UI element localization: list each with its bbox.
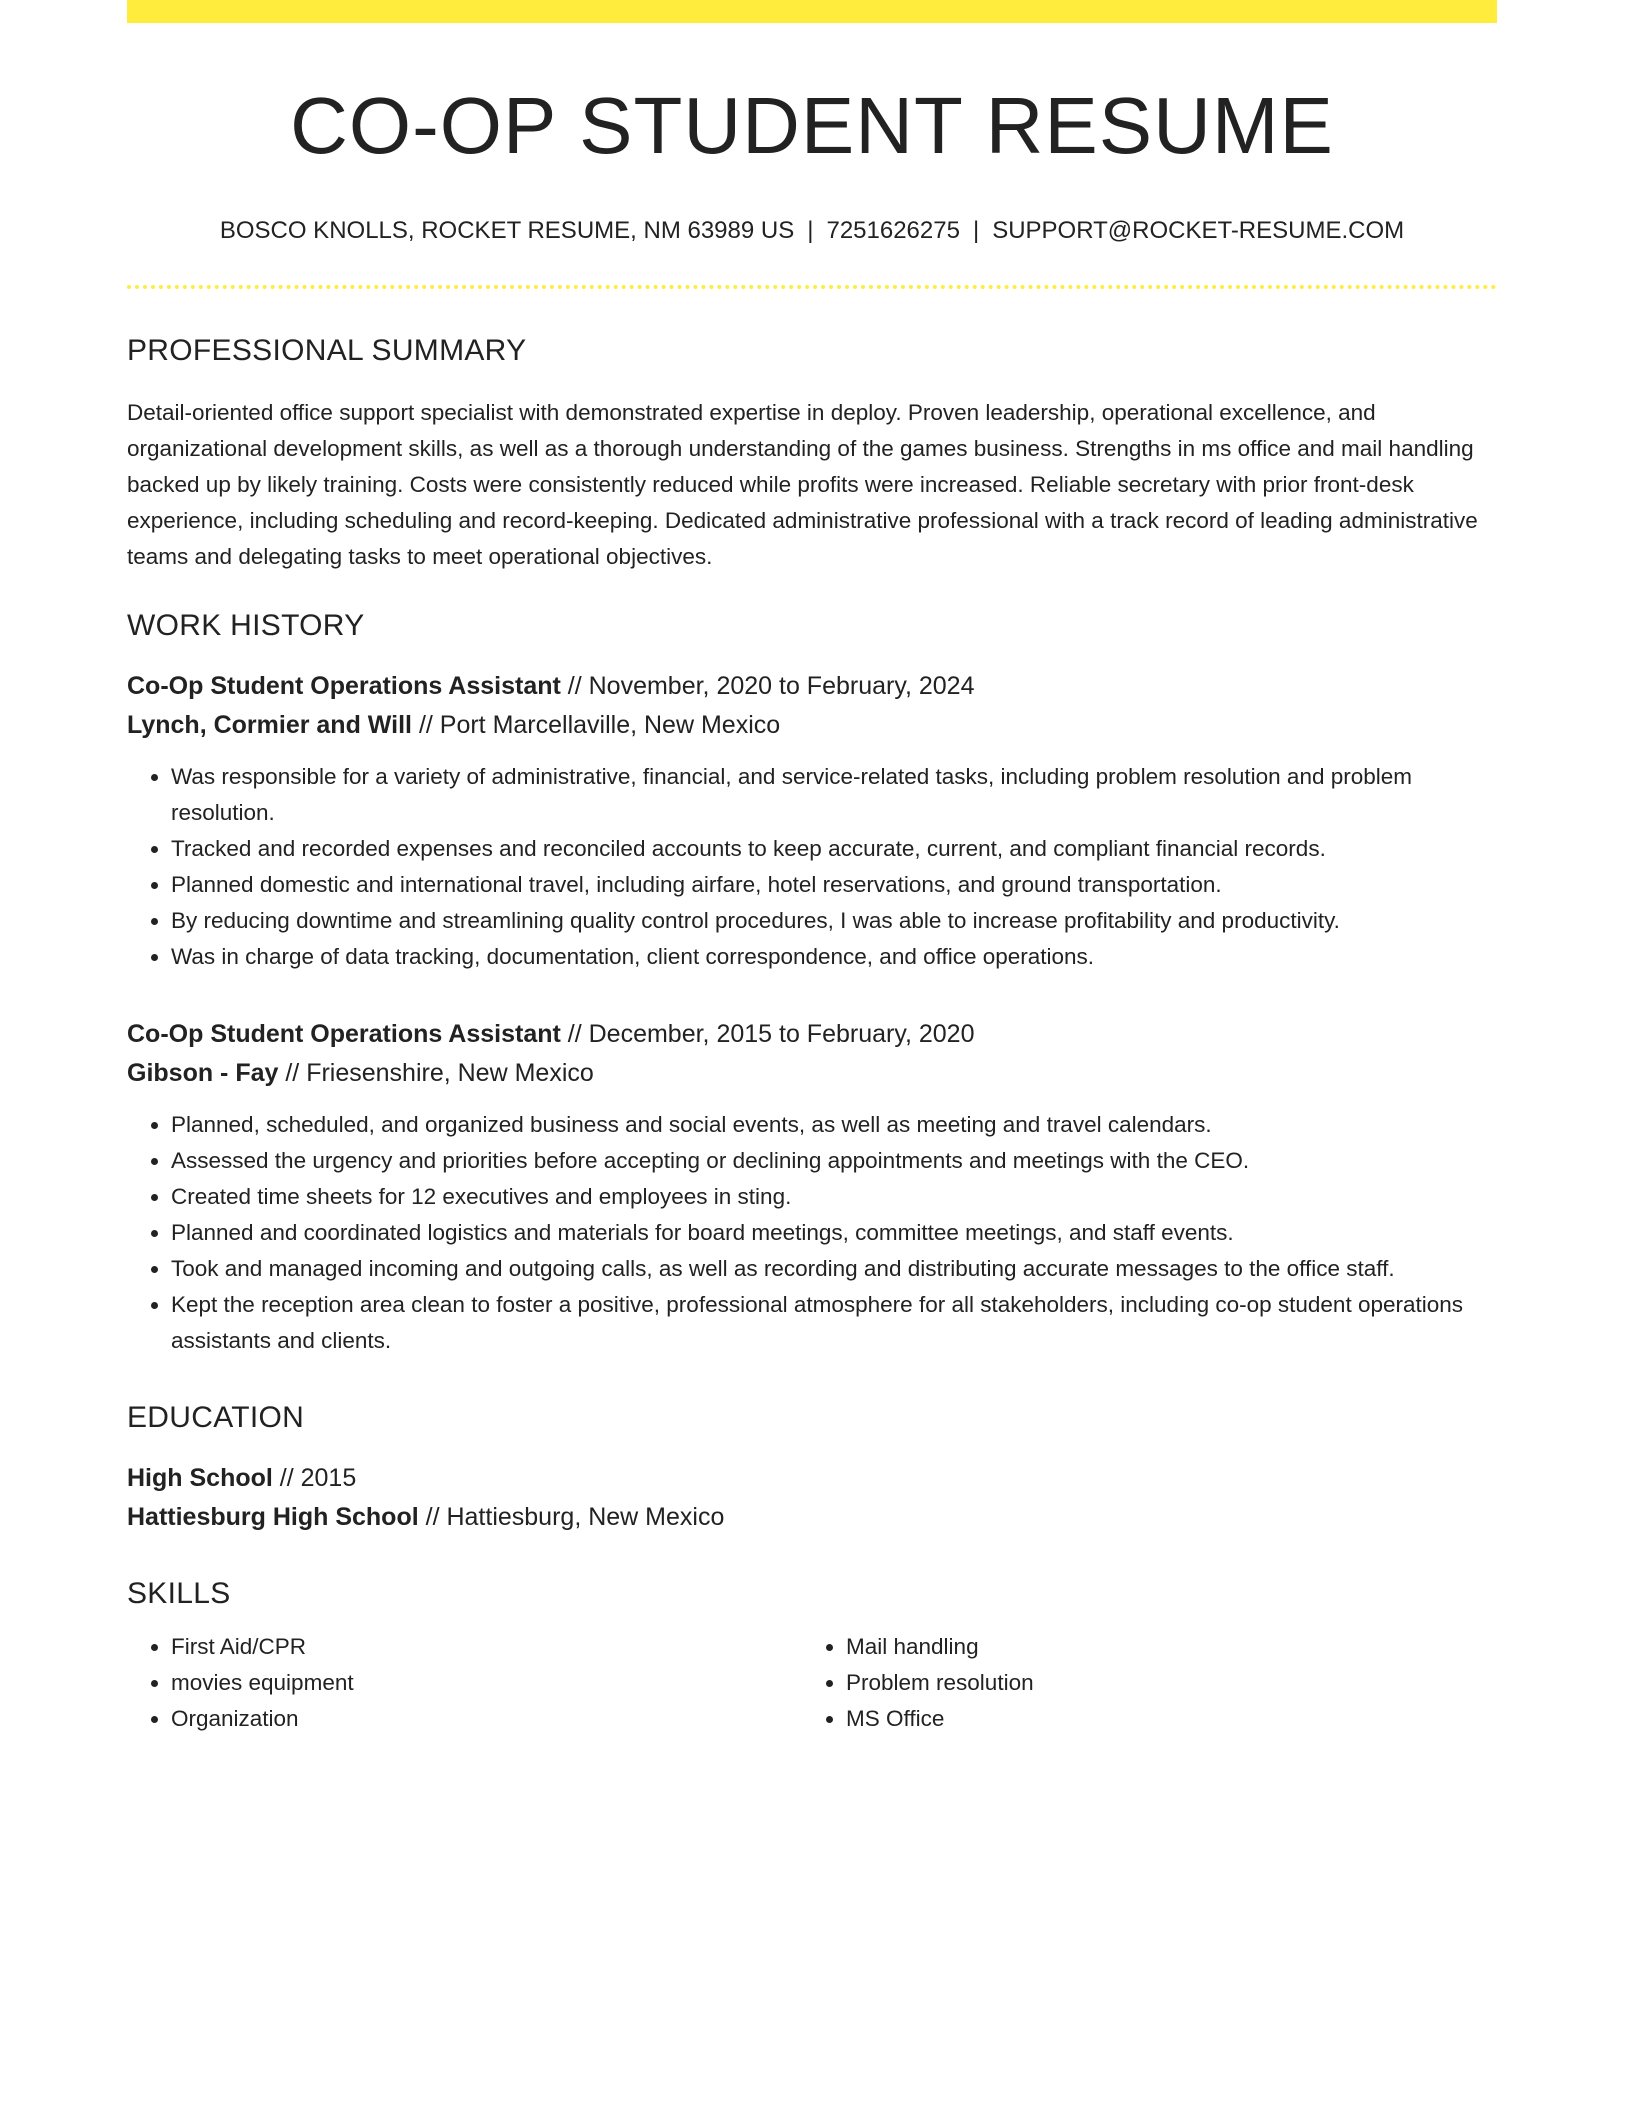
education-degree-line — [127, 1459, 1497, 1498]
skills-grid — [127, 1629, 1497, 1737]
job-company-line — [127, 706, 1497, 745]
skills-heading: SKILLS — [127, 1576, 231, 1610]
job-entry — [127, 667, 1497, 975]
contact-address: BOSCO KNOLLS, ROCKET RESUME, NM 63989 US — [219, 217, 795, 244]
contact-line — [127, 217, 1497, 246]
skills-column-left — [127, 1629, 802, 1737]
list-item: • Planned and coordinated logistics and materials for board meetings, committee meetings, and staff events. — [171, 1215, 1497, 1251]
summary-text: Detail-oriented office support specialist with demonstrated expertise in deploy. Proven leadership, operational excellence, and organizational development skills, as well as a thorough understanding of the games business. Strengths in ms office and mail handling backed up by likely training. Costs were consistently reduced while profits were increased. Reliable secretary with prior front-desk experience, including scheduling and record-keeping. Dedicated administrative professional with a track record of leading administrative teams and delegating tasks to meet operational objectives. — [127, 399, 1478, 569]
job-entry — [127, 1015, 1497, 1359]
skill-item: • Organization — [171, 1701, 802, 1737]
job-position: Co-Op Student Operations Assistant — [127, 1019, 561, 1048]
list-item: • Was responsible for a variety of administrative, financial, and service-related tasks, including problem resolution and problem resolution. — [171, 759, 1497, 831]
job-dates: // November, 2020 to February, 2024 — [560, 671, 975, 700]
list-item: • Tracked and recorded expenses and reconciled accounts to keep accurate, current, and compliant financial records. — [171, 831, 1497, 867]
resume-title: CO-OP STUDENT RESUME — [290, 81, 1334, 170]
education-school-line — [127, 1498, 1497, 1537]
skills-column-right — [802, 1629, 1477, 1737]
job-company-line — [127, 1054, 1497, 1093]
resume-page — [127, 0, 1497, 1737]
list-item: • Kept the reception area clean to foster a positive, professional atmosphere for all stakeholders, including co-op student operations assistants and clients. — [171, 1287, 1497, 1359]
job-bullets — [127, 1107, 1497, 1359]
contact-separator: | — [807, 217, 814, 244]
list-item: • Assessed the urgency and priorities before accepting or declining appointments and meetings with the CEO. — [171, 1143, 1497, 1179]
job-company: Lynch, Cormier and Will — [127, 710, 412, 739]
job-dates: // December, 2015 to February, 2020 — [560, 1019, 975, 1048]
contact-phone: 7251626275 — [826, 217, 960, 244]
dotted-divider — [127, 285, 1497, 289]
contact-separator: | — [972, 217, 980, 244]
education-location: // Hattiesburg, New Mexico — [418, 1502, 725, 1531]
skill-item: • First Aid/CPR — [171, 1629, 802, 1665]
list-item: • Created time sheets for 12 executives and employees in sting. — [171, 1179, 1497, 1215]
job-title-line — [127, 667, 1497, 706]
contact-email[interactable]: SUPPORT@ROCKET-RESUME.COM — [992, 217, 1405, 244]
job-title-line — [127, 1015, 1497, 1054]
list-item: • Planned, scheduled, and organized business and social events, as well as meeting and travel calendars. — [171, 1107, 1497, 1143]
skill-item: • movies equipment — [171, 1665, 802, 1701]
education-year: // 2015 — [272, 1463, 357, 1492]
education-school: Hattiesburg High School — [127, 1502, 419, 1531]
skill-item: • MS Office — [846, 1701, 1477, 1737]
list-item: • Planned domestic and international travel, including airfare, hotel reservations, and ground transportation. — [171, 867, 1497, 903]
education-entry — [127, 1459, 1497, 1537]
list-item: • Was in charge of data tracking, documentation, client correspondence, and office operations. — [171, 939, 1497, 975]
job-location: // Port Marcellaville, New Mexico — [412, 710, 781, 739]
job-position: Co-Op Student Operations Assistant — [127, 671, 561, 700]
accent-bar — [127, 0, 1497, 23]
summary-heading: PROFESSIONAL SUMMARY — [127, 333, 527, 367]
job-location: // Friesenshire, New Mexico — [278, 1058, 594, 1087]
list-item: • By reducing downtime and streamlining quality control procedures, I was able to increase profitability and productivity. — [171, 903, 1497, 939]
education-heading: EDUCATION — [127, 1400, 305, 1434]
skill-item: • Problem resolution — [846, 1665, 1477, 1701]
job-company: Gibson - Fay — [127, 1058, 279, 1087]
education-degree: High School — [127, 1463, 273, 1492]
skill-item: • Mail handling — [846, 1629, 1477, 1665]
work-history-heading: WORK HISTORY — [127, 608, 365, 642]
list-item: • Took and managed incoming and outgoing calls, as well as recording and distributing accurate messages to the office staff. — [171, 1251, 1497, 1287]
job-bullets — [127, 759, 1497, 975]
